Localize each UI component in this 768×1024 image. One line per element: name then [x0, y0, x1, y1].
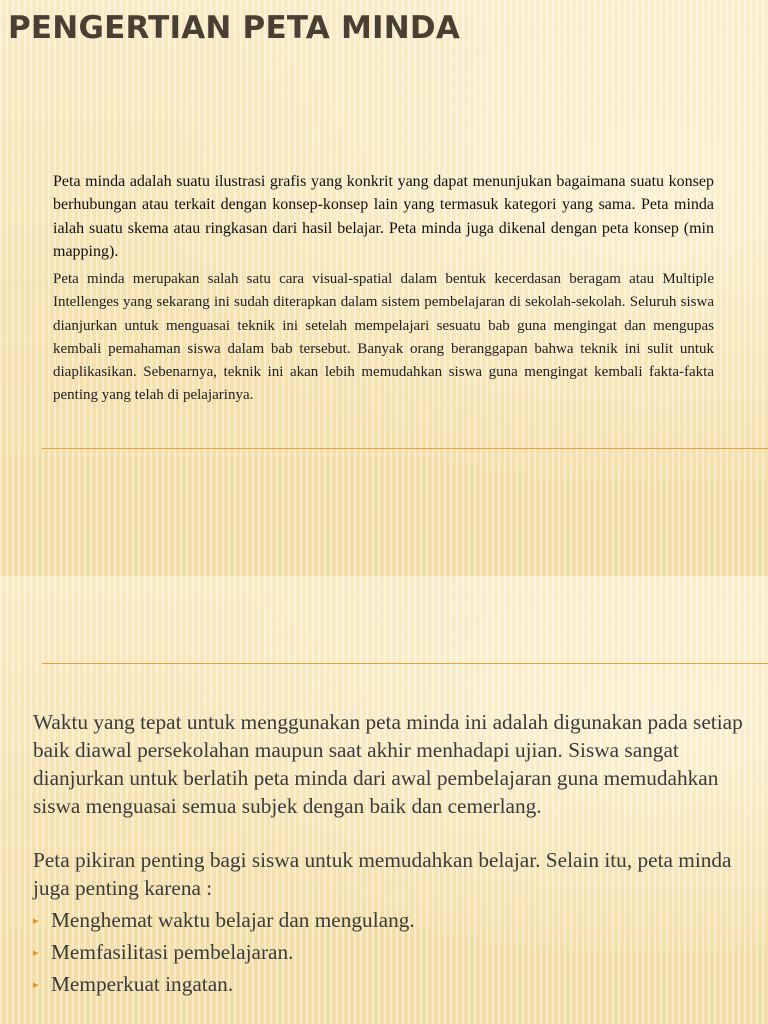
explanation-paragraph: Peta minda merupakan salah satu cara visual-spatial dalam bentuk kecerdasan beragam atau Multiple Intellenges yang sekarang ini sudah diterapkan dalam sistem pembelajaran di sekolah-sekolah. Seluruh siswa dianjurkan untuk menguasai teknik ini setelah mempelajari sesuatu bab guna mengingat dan mengupas kembali pemahaman siswa dalam bab tersebut. Banyak orang beranggapan bahwa teknik ini sulit untuk diaplikasikan. Sebenarnya, teknik ini akan lebih memudahkan siswa guna mengingat kembali fakta-fakta penting yang telah di pelajarinya.	[53, 271, 714, 404]
list-item	[33, 970, 753, 998]
bullet-arrow-icon: ▸	[33, 946, 39, 959]
divider-line	[42, 448, 768, 449]
slide-1-body	[53, 170, 714, 407]
slide-title: PENGERTIAN PETA MINDA	[8, 10, 461, 46]
definition-paragraph: Peta minda adalah suatu ilustrasi grafis yang konkrit yang dapat menunjukan bagaimana suatu konsep berhubungan atau terkait dengan konsep-konsep lain yang termasuk kategori yang sama. Peta minda ialah suatu skema atau ringkasan dari hasil belajar. Peta minda juga dikenal dengan peta konsep (min mapping).	[53, 173, 714, 260]
list-item	[33, 938, 753, 966]
divider-line	[42, 663, 768, 664]
bullet-arrow-icon: ▸	[33, 978, 39, 991]
benefits-list	[33, 906, 753, 998]
list-item-text: Memfasilitasi pembelajaran.	[51, 940, 294, 964]
slide-2	[0, 576, 768, 1024]
list-item-text: Menghemat waktu belajar dan mengulang.	[51, 908, 415, 932]
list-item	[33, 906, 753, 934]
slide-2-body	[33, 708, 753, 1002]
bullet-arrow-icon: ▸	[33, 914, 39, 927]
list-item-text: Memperkuat ingatan.	[51, 972, 234, 996]
timing-paragraph: Waktu yang tepat untuk menggunakan peta minda ini adalah digunakan pada setiap baik diawal persekolahan maupun saat akhir menhadapi ujian. Siswa sangat dianjurkan untuk berlatih peta minda dari awal pembelajaran guna memudahkan siswa menguasai semua subjek dengan baik dan cemerlang.	[33, 710, 743, 818]
importance-paragraph: Peta pikiran penting bagi siswa untuk memudahkan belajar. Selain itu, peta minda juga penting karena :	[33, 848, 732, 900]
